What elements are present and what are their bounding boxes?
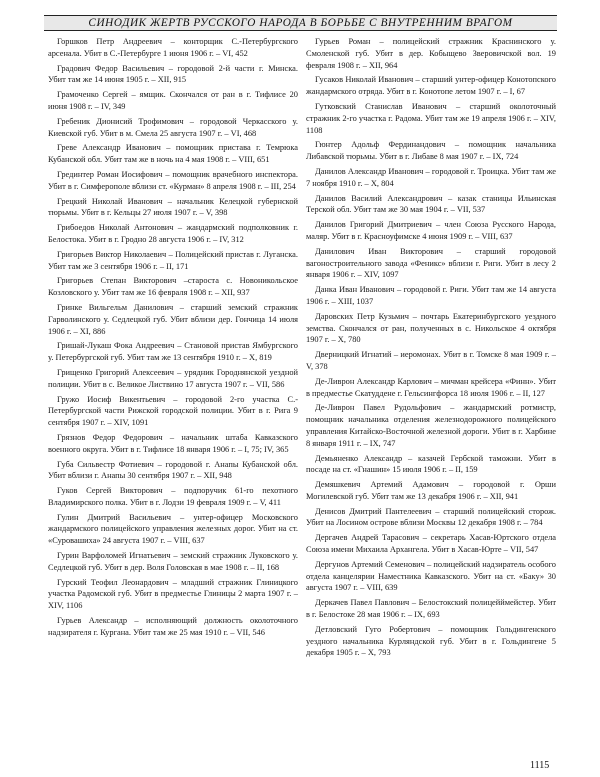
list-entry: Грамоченко Сергей – ямщик. Скончался от ран в г. Тифлисе 20 июня 1908 г. – IV, 349 — [48, 90, 298, 111]
list-entry: Данилов Григорий Дмитриевич – член Союза Русского Народа, маляр. Убит в г. Красноуфимске 4 июня 1909 г. – VIII, 637 — [306, 220, 556, 241]
list-entry: Даровских Петр Кузьмич – почтарь Екатеринбургского уездного земства. Скончался от ран, полученных в с. Никольское 4 октября 1907 г. – X, 780 — [306, 311, 556, 345]
list-entry: Гурский Теофил Леонардович – младший стражник Глиницкого участка Радомской губ. Убит в предместье Глиницы 2 марта 1907 г. – XIV, 1106 — [48, 577, 298, 611]
list-entry: Данилович Иван Викторович – старший городовой вагоностроительного завода «Феникс» вблизи г. Риги. Убит в лесу 2 января 1906 г. – XIV, 1097 — [306, 246, 556, 280]
list-entry: Гюнтер Адольф Фердинандович – помощник начальника Либавской тюрьмы. Убит в г. Либаве 8 мая 1907 г. – IX, 724 — [306, 140, 556, 162]
list-entry: Гружо Иосиф Викентьевич – городовой 2-го участка С.-Петербургской части Рижской городской полиции. Убит в г. Рига 9 сентября 1907 г. – XIV, 1091 — [48, 394, 298, 428]
list-entry: Дверницкий Игнатий – иеромонах. Убит в г. Томске 8 мая 1909 г. – V, 378 — [306, 350, 556, 371]
list-entry: Григорьев Виктор Николаевич – Полицейский пристав г. Луганска. Убит там же 3 сентября 1906 г. – II, 171 — [48, 249, 298, 271]
list-entry: Горшков Петр Андреевич – конторщик С.-Петербургского арсенала. Убит в С.-Петербурге 1 июня 1906 г. – VI, 452 — [48, 37, 298, 58]
list-entry: Грецкий Николай Иванович – начальник Келецкой губернской тюрьмы. Убит в г. Кельцы 27 июля 1907 г. – V, 398 — [48, 196, 298, 218]
list-entry: Дергачев Андрей Тарасович – секретарь Хасав-Юртского отдела Союза имени Михаила Архангела. Убит в Хасав-Юрте – VII, 547 — [306, 533, 556, 555]
list-entry: Дергунов Артемий Семенович – полицейский надзиратель особого отдела канцелярии Наместника Кавказского. Убит на ст. «Баку» 30 августа 1907 г. – VIII, 639 — [306, 559, 556, 593]
list-entry: Греве Александр Иванович – помощник пристава г. Темрюка Кубанской обл. Убит там же в ночь на 4 мая 1908 г. – VIII, 651 — [48, 143, 298, 165]
list-entry: Гурьев Роман – полицейский стражник Краснинского у. Смоленской губ. Убит в дер. Кобыщево Зверовичской вол. 19 февраля 1908 г. – XII, 964 — [306, 37, 556, 70]
list-entry: Гринке Вильгельм Данилович – старший земский стражник Гарволинского у. Седлецкой губ. Убит вблизи дер. Гончица 14 июля 1906 г. – XI, 886 — [48, 302, 298, 336]
list-entry: Грязнов Федор Федорович – начальник штаба Кавказского военного округа. Убит в г. Тифлисе 18 января 1906 г. – I, 75; IV, 365 — [48, 432, 298, 454]
list-entry: Гулин Дмитрий Васильевич – унтер-офицер Московского жандармского полицейского управления железных дорог. Убит на ст. «Суровашиха» 24 августа 1907 г. – VIII, 637 — [48, 512, 298, 546]
list-entry: Грищенко Григорий Алексеевич – урядник Городнянской уездной полиции. Убит в с. Великое Листвино 17 августа 1907 г. – VII, 586 — [48, 367, 298, 389]
list-entry: Губа Сильвестр Фотиевич – городовой г. Анапы Кубанской обл. Убит вблизи г. Анапы 30 сентября 1907 г. – XII, 948 — [48, 459, 298, 481]
list-entry: Грединтер Роман Иосифович – помощник врачебного инспектора. Убит в г. Симферополе вблизи ст. «Курман» 8 апреля 1908 г. – III, 254 — [48, 169, 298, 191]
list-entry: Детловский Гуго Робертович – помощник Гольдингенского уездного начальника Курляндской губ. Убит в г. Гольдингене 5 декабря 1905 г. – X, 793 — [306, 624, 556, 658]
list-entry: Гришай-Лукаш Фока Андреевич – Становой пристав Ямбургского у. Петербургской губ. Убит там же 13 сентября 1910 г. – X, 819 — [48, 341, 298, 363]
list-entry: Данка Иван Иванович – городовой г. Риги. Убит там же 14 августа 1906 г. – XIII, 1037 — [306, 285, 556, 306]
left-column — [48, 36, 298, 756]
running-header — [44, 15, 557, 31]
list-entry: Григорьев Степан Викторович –староста с. Новоникольское Козловского у. Убит там же 16 февраля 1908 г. – XII, 937 — [48, 276, 298, 298]
list-entry: Де-Ливрон Александр Карлович – мичман крейсера «Финн». Убит в предместье Скатуддене г. Гельсингфорса 18 июля 1906 г. – II, 127 — [306, 376, 556, 398]
page-number: 1115 — [530, 760, 550, 771]
list-entry: Гусаков Николай Иванович – старший унтер-офицер Конотопского жандармского отряда. Убит в г. Конотопе летом 1907 г. – I, 67 — [306, 75, 556, 97]
list-entry: Демьяненко Александр – казачей Гербской таможни. Убит в посаде на ст. «Гнашин» 15 июля 1906 г. – II, 159 — [306, 453, 556, 475]
list-entry: Данилов Василий Александрович – казак станицы Ильинская Терской обл. Убит там же 30 мая 1904 г. – VII, 537 — [306, 193, 556, 215]
list-entry: Де-Ливрон Павел Рудольфович – жандармский ротмистр, помощник начальника отделения железнодорожного полицейского управления Китайско-Восточной железной дороги. Убит в г. Харбине 8 января 1911 г. – IX, 747 — [306, 403, 556, 448]
list-entry: Грибоедов Николай Антонович – жандармский подполковник г. Белостока. Убит в г. Гродно 28 августа 1906 г. – IV, 312 — [48, 223, 298, 244]
list-entry: Гутковский Станислав Иванович – старший околоточный стражник 2-го участка г. Радома. Убит там же 19 апреля 1906 г. – XIV, 1108 — [306, 101, 556, 135]
list-entry: Гурьев Александр – исполняющий должность околоточного надзирателя г. Кургана. Убит там же 25 мая 1910 г. – VII, 546 — [48, 616, 298, 637]
list-entry: Демяшкевич Артемий Адамович – городовой г. Орши Могилевской губ. Убит там же 13 декабря 1906 г. – XII, 941 — [306, 480, 556, 501]
list-entry: Гребеник Дионисий Трофимович – городовой Черкасского у. Киевской губ. Убит в м. Смела 25 августа 1907 г. – VI, 468 — [48, 116, 298, 138]
list-entry: Данилов Александр Иванович – городовой г. Троицка. Убит там же 7 ноября 1910 г. – X, 804 — [306, 166, 556, 188]
list-entry: Денисов Дмитрий Пантелеевич – старший полицейский сторож. Убит на Лосином острове вблизи Москвы 12 декабря 1908 г. – 784 — [306, 506, 556, 528]
running-header-title: СИНОДИК ЖЕРТВ РУССКОГО НАРОДА В БОРЬБЕ С ВНУТРЕННИМ ВРАГОМ — [88, 17, 513, 29]
list-entry: Гуков Сергей Викторович – подпоручик 61-го пехотного Владимирского полка. Убит в г. Лодзи 19 февраля 1909 г. – V, 411 — [48, 486, 298, 507]
list-entry: Гурин Варфоломей Игнатьевич – земский стражник Луковского у. Седлецкой губ. Убит в дер. Воля Головская в мае 1908 г. – II, 168 — [48, 551, 298, 572]
list-entry: Градович Федор Васильевич – городовой 2-й части г. Минска. Убит там же 14 июня 1905 г. – XII, 915 — [48, 63, 298, 85]
list-entry: Деркачев Павел Павлович – Белостокский полицейймейстер. Убит в г. Белостоке 28 мая 1906 г. – IX, 693 — [306, 598, 556, 620]
right-column — [306, 36, 556, 756]
